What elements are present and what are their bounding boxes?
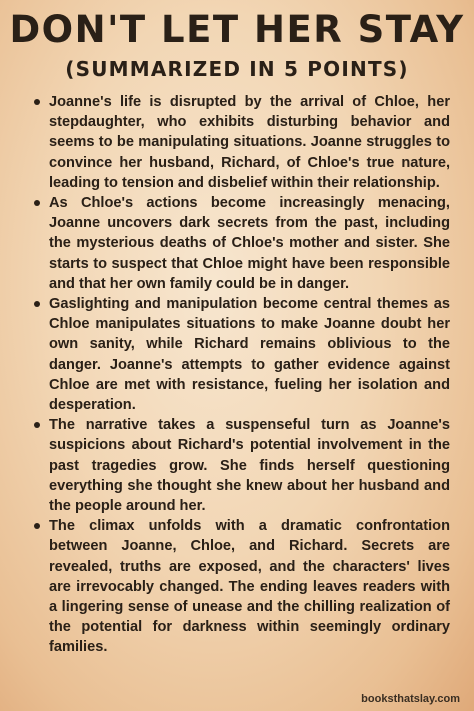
page-title: DON'T LET HER STAY <box>9 8 465 51</box>
summary-point-4: The narrative takes a suspenseful turn as Joanne's suspicions about Richard's potential involvement in the past tragedies grow. She finds herself questioning everything she thought she knew about her husband and the people around her. <box>32 415 450 516</box>
summary-point-1: Joanne's life is disrupted by the arrival of Chloe, her stepdaughter, who exhibits disturbing behavior and seems to be manipulating situations. Joanne struggles to convince her husband, Richard, of Chloe's true nature, leading to tension and disbelief within their relationship. <box>32 92 450 193</box>
site-credit: booksthatslay.com <box>361 693 460 705</box>
summary-point-5: The climax unfolds with a dramatic confrontation between Joanne, Chloe, and Richard. Secrets are revealed, truths are exposed, and the characters' lives are irrevocably changed. The ending leaves readers with a lingering sense of unease and the chilling realization of the potential for darkness within seemingly ordinary families. <box>32 516 450 657</box>
page-subtitle: (SUMMARIZED IN 5 POINTS) <box>65 57 409 81</box>
summary-point-2: As Chloe's actions become increasingly menacing, Joanne uncovers dark secrets from the past, including the mysterious deaths of Chloe's mother and sister. She starts to suspect that Chloe might have been responsible and that her own family could be in danger. <box>32 193 450 294</box>
summary-point-3: Gaslighting and manipulation become central themes as Chloe manipulates situations to make Joanne doubt her own sanity, while Richard remains oblivious to the danger. Joanne's attempts to gather evidence against Chloe are met with resistance, fueling her isolation and desperation. <box>32 294 450 415</box>
summary-points-list <box>32 92 450 658</box>
